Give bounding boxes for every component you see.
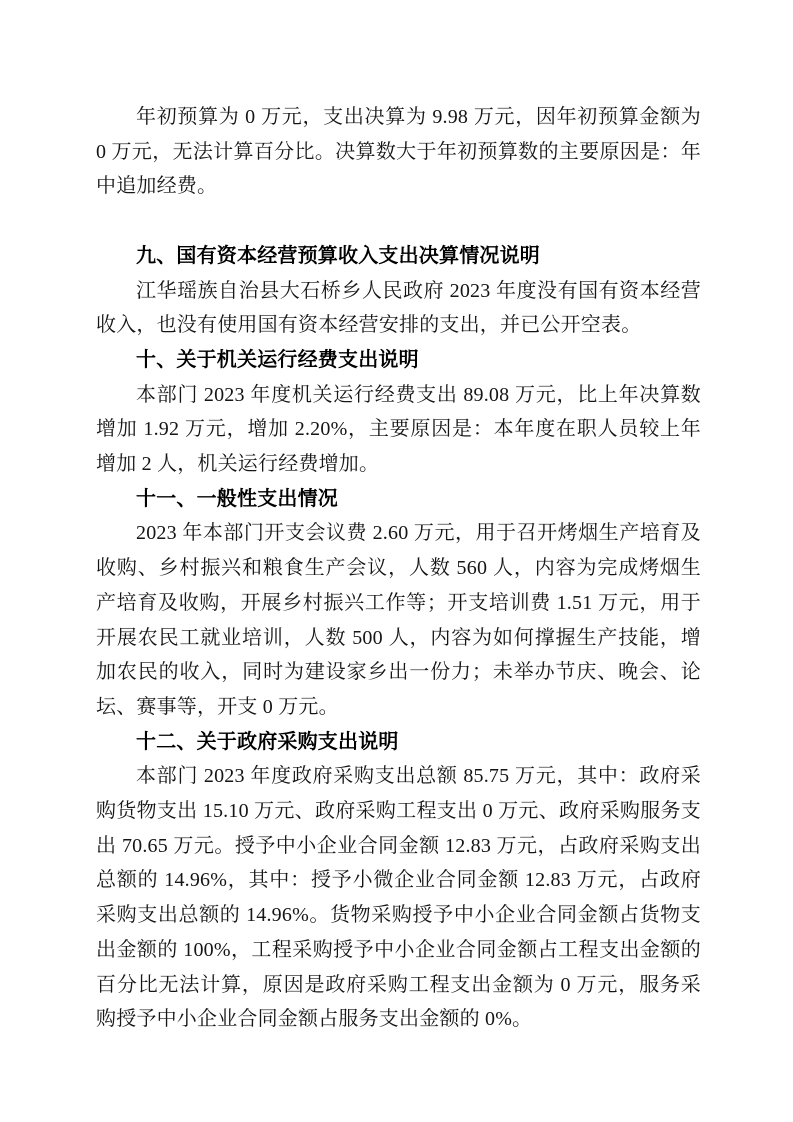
section-12-heading: 十二、关于政府采购支出说明 xyxy=(136,730,399,753)
carryover-paragraph: 年初预算为 0 万元，支出决算为 9.98 万元，因年初预算金额为 0 万元，无法计算百分比。决算数大于年初预算数的主要原因是：年中追加经费。 xyxy=(96,106,701,198)
section-9-heading: 九、国有资本经营预算收入支出决算情况说明 xyxy=(136,244,540,267)
section-11-paragraph: 2023 年本部门开支会议费 2.60 万元，用于召开烤烟生产培育及收购、乡村振兴和粮食生产会议，人数 560 人，内容为完成烤烟生产培育及收购，开展乡村振兴工作等；开支培训费 1.51 万元，用于开展农民工就业培训，人数 500 人，内容为如何撑握生产技能，增加农民的收入，同时为建设家乡出一份力；未举办节庆、晚会、论坛、赛事等，开支 0 万元。 xyxy=(96,522,701,718)
section-10-paragraph: 本部门 2023 年度机关运行经费支出 89.08 万元，比上年决算数增加 1.92 万元，增加 2.20%，主要原因是：本年度在职人员较上年增加 2 人，机关运行经费增加。 xyxy=(96,383,701,476)
section-12-paragraph: 本部门 2023 年度政府采购支出总额 85.75 万元，其中：政府采购货物支出 15.10 万元、政府采购工程支出 0 万元、政府采购服务支出 70.65 万元。授予中小企业合同金额 12.83 万元，占政府采购支出总额的 14.96%，其中：授予小微企业合同金额 12.83 万元，占政府采购支出总额的 14.96%。货物采购授予中小企业合同金额占货物支出金额的 100%，工程采购授予中小企业合同金额占工程支出金额的百分比无法计算，原因是政府采购工程支出金额为 0 万元，服务采购授予中小企业合同金额占服务支出金额的 0%。 xyxy=(96,765,701,1031)
blank-line-spacer xyxy=(96,204,701,239)
section-10-heading: 十、关于机关运行经费支出说明 xyxy=(136,348,419,371)
section-9-paragraph: 江华瑶族自治县大石桥乡人民政府 2023 年度没有国有资本经营收入，也没有使用国有资本经营安排的支出，并已公开空表。 xyxy=(96,279,701,337)
document-content xyxy=(96,100,701,1037)
section-11-heading: 十一、一般性支出情况 xyxy=(136,487,338,510)
